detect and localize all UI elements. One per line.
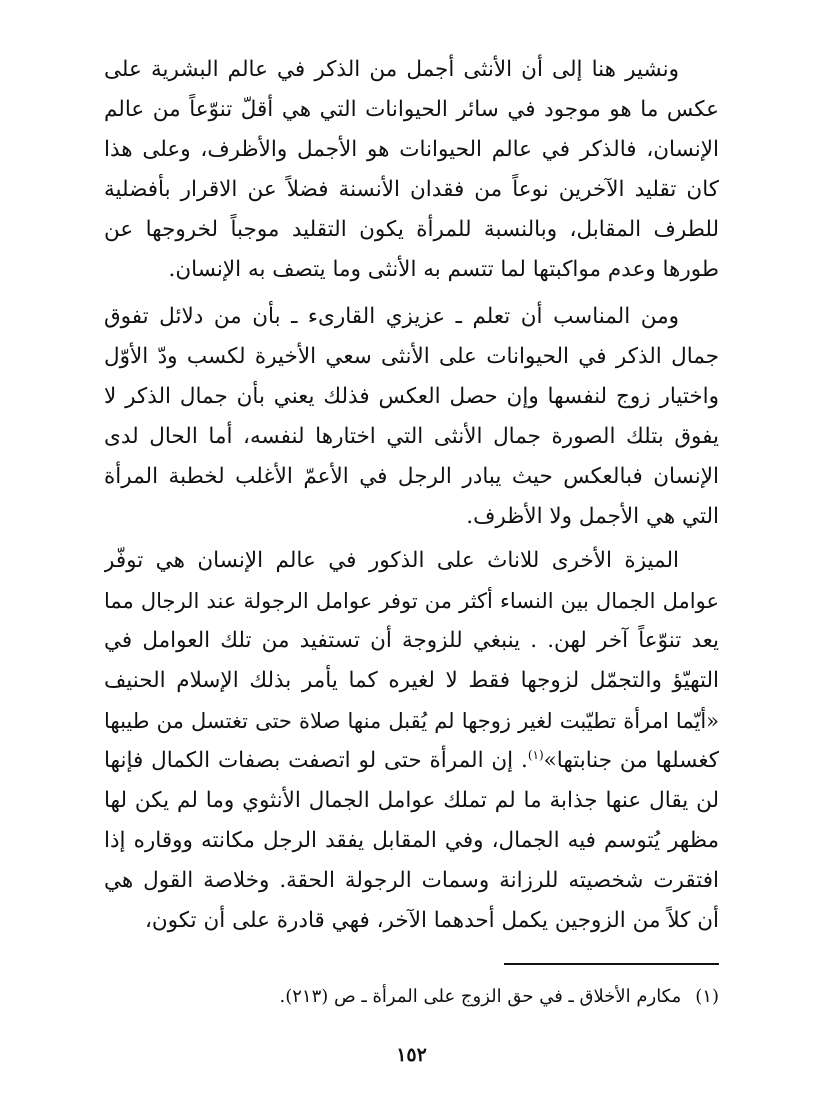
text-line: كان تقليد الآخرين نوعاً من فقدان الأنسنة فضلاً عن الاقرار بأفضلية [104, 177, 719, 202]
text-line: جمال الذكر في الحيوانات على الأنثى سعي الأخيرة لكسب ودّ الأوّل [104, 344, 719, 369]
text-line-with-footnote-ref [104, 741, 719, 781]
text-line: عكس ما هو موجود في سائر الحيوانات التي هي أقلّ تنوّعاً من عالم [104, 97, 719, 122]
footnote [104, 980, 719, 1014]
text-line: يفوق بتلك الصورة جمال الأنثى التي اختارها لنفسه، أما الحال لدى [104, 424, 719, 449]
text-line: للطرف المقابل، وبالنسبة للمرأة يكون التقليد موجباً لخروجها عن [104, 217, 719, 242]
text-line: الميزة الأخرى للاناث على الذكور في عالم الإنسان هي توفّر [104, 548, 679, 573]
footnote-number: (١) [695, 986, 719, 1007]
text-line: لن يقال عنها جذابة ما لم تملك عوامل الجمال الأنثوي وما لم يكن لها [104, 788, 719, 813]
text-line: طورها وعدم مواكبتها لما تتسم به الأنثى وما يتصف به الإنسان. [168, 257, 719, 282]
text-line: افتقرت شخصيته للرزانة وسمات الرجولة الحقة. وخلاصة القول هي [104, 868, 719, 893]
footnote-divider [504, 963, 719, 965]
text-line: مظهر يُتوسم فيه الجمال، وفي المقابل يفقد الرجل مكانته ووقاره إذا [104, 828, 719, 853]
quote-end-text: كغسلها من جنابتها» [543, 748, 719, 773]
text-line: التي هي الأجمل ولا الأظرف. [466, 504, 719, 529]
continuation-text: . إن المرأة حتى لو اتصفت بصفات الكمال فإنها [104, 748, 528, 773]
text-line: الإنسان فبالعكس حيث يبادر الرجل في الأعمّ الأغلب لخطبة المرأة [104, 464, 719, 489]
text-line: «أيّما امرأة تطيّبت لغير زوجها لم يُقبل منها صلاة حتى تغتسل من طيبها [104, 709, 719, 733]
text-line: عوامل الجمال بين النساء أكثر من توفر عوامل الرجولة عند الرجال مما [104, 589, 719, 613]
page-number: ١٥٢ [396, 1044, 427, 1066]
text-line: الإنسان، فالذكر في عالم الحيوانات هو الأجمل والأظرف، وعلى هذا [104, 137, 719, 162]
text-line: ونشير هنا إلى أن الأنثى أجمل من الذكر في عالم البشرية على [104, 57, 679, 82]
footnote-text: مكارم الأخلاق ـ في حق الزوج على المرأة ـ ص (٢١٣). [279, 986, 682, 1007]
text-line: التهيّؤ والتجمّل لزوجها فقط لا لغيره كما يأمر بذلك الإسلام الحنيف [104, 668, 719, 693]
text-line: يعد تنوّعاً آخر لهن. . ينبغي للزوجة أن تستفيد من تلك العوامل في [104, 628, 719, 653]
footnote-reference[interactable]: (١) [527, 747, 544, 762]
text-line: واختيار زوج لنفسها وإن حصل العكس فذلك يعني بأن جمال الذكر لا [104, 384, 719, 409]
text-line: أن كلاً من الزوجين يكمل أحدهما الآخر، فهي قادرة على أن تكون، [144, 908, 719, 933]
text-line: ومن المناسب أن تعلم ـ عزيزي القارىء ـ بأن من دلائل تفوق [104, 304, 679, 329]
